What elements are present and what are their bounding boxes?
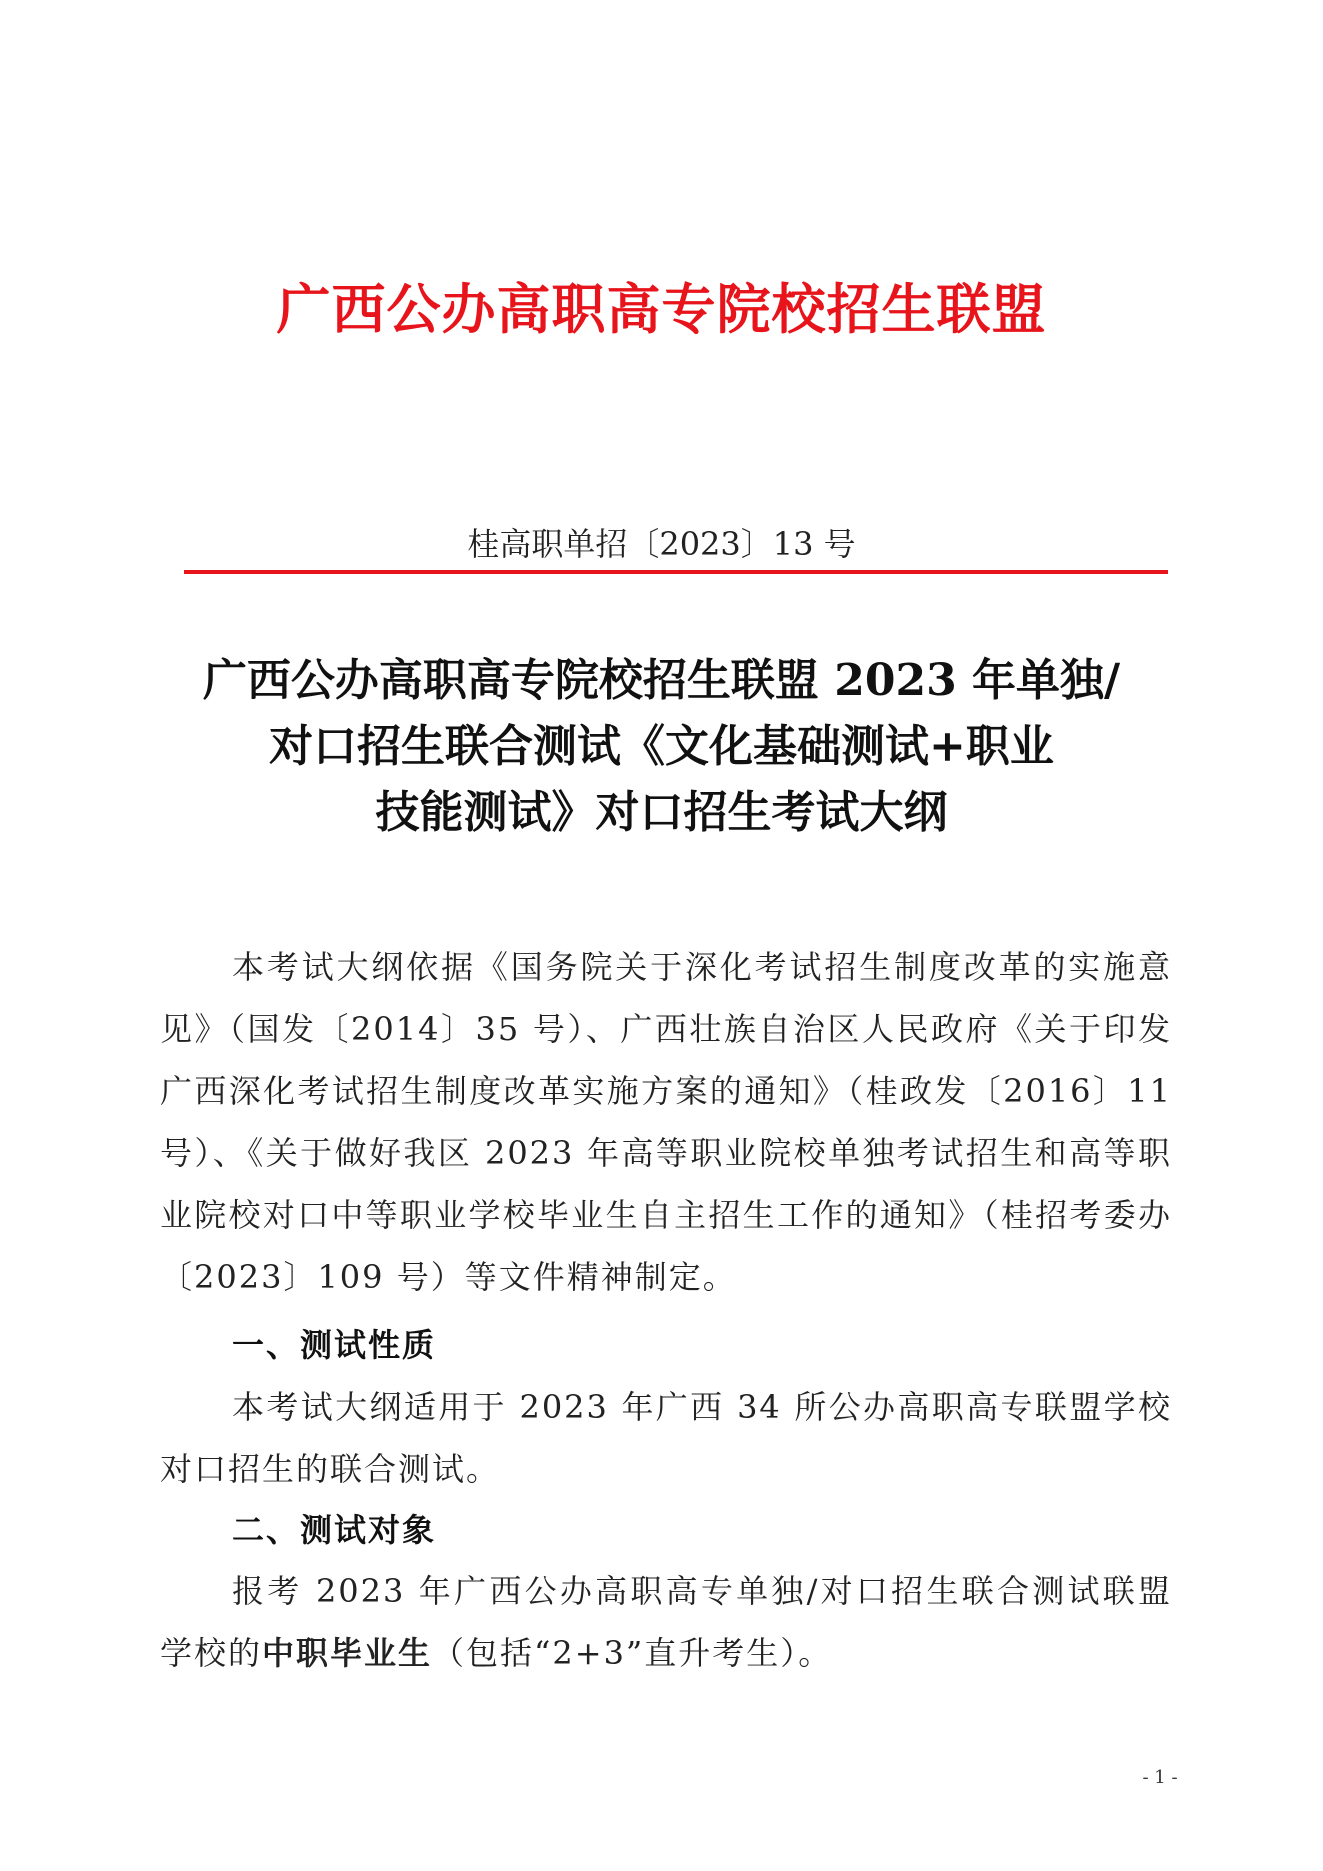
red-divider-line — [184, 570, 1168, 574]
document-number: 桂高职单招〔2023〕13 号 — [467, 525, 856, 563]
intro-paragraph: 本考试大纲依据《国务院关于深化考试招生制度改革的实施意见》（国发〔2014〕35 号）、广西壮族自治区人民政府《关于印发广西深化考试招生制度改革实施方案的通知》（桂政发〔2016〕11 号）、《关于做好我区 2023 年高等职业院校单独考试招生和高等职业院校对口中等职业学校毕业生自主招生工作的通知》（桂招考委办〔2023〕109 号）等文件精神制定。 — [160, 948, 1172, 1296]
section-heading-nature: 一、测试性质 — [232, 1326, 437, 1364]
page-number: - 1 - — [1142, 1767, 1178, 1788]
title-line-3: 技能测试》对口招生考试大纲 — [375, 787, 948, 838]
target-text-prefix: 报考 2023 年广西公办高职高专单独/对口招生联合测试联盟学校的 — [160, 1572, 1172, 1672]
section-paragraph-target — [160, 1560, 1172, 1684]
document-title — [150, 648, 1173, 846]
target-text-suffix: （包括“2+3”直升考生）。 — [432, 1634, 833, 1672]
section-heading-target: 二、测试对象 — [232, 1511, 437, 1549]
org-header-title: 广西公办高职高专院校招生联盟 — [276, 278, 1047, 341]
title-line-2: 对口招生联合测试《文化基础测试+职业 — [269, 721, 1054, 772]
section-paragraph-nature: 本考试大纲适用于 2023 年广西 34 所公办高职高专联盟学校对口招生的联合测试。 — [160, 1388, 1172, 1488]
target-text-emphasis: 中职毕业生 — [262, 1634, 433, 1672]
title-line-1: 广西公办高职高专院校招生联盟 2023 年单独/ — [202, 655, 1121, 706]
